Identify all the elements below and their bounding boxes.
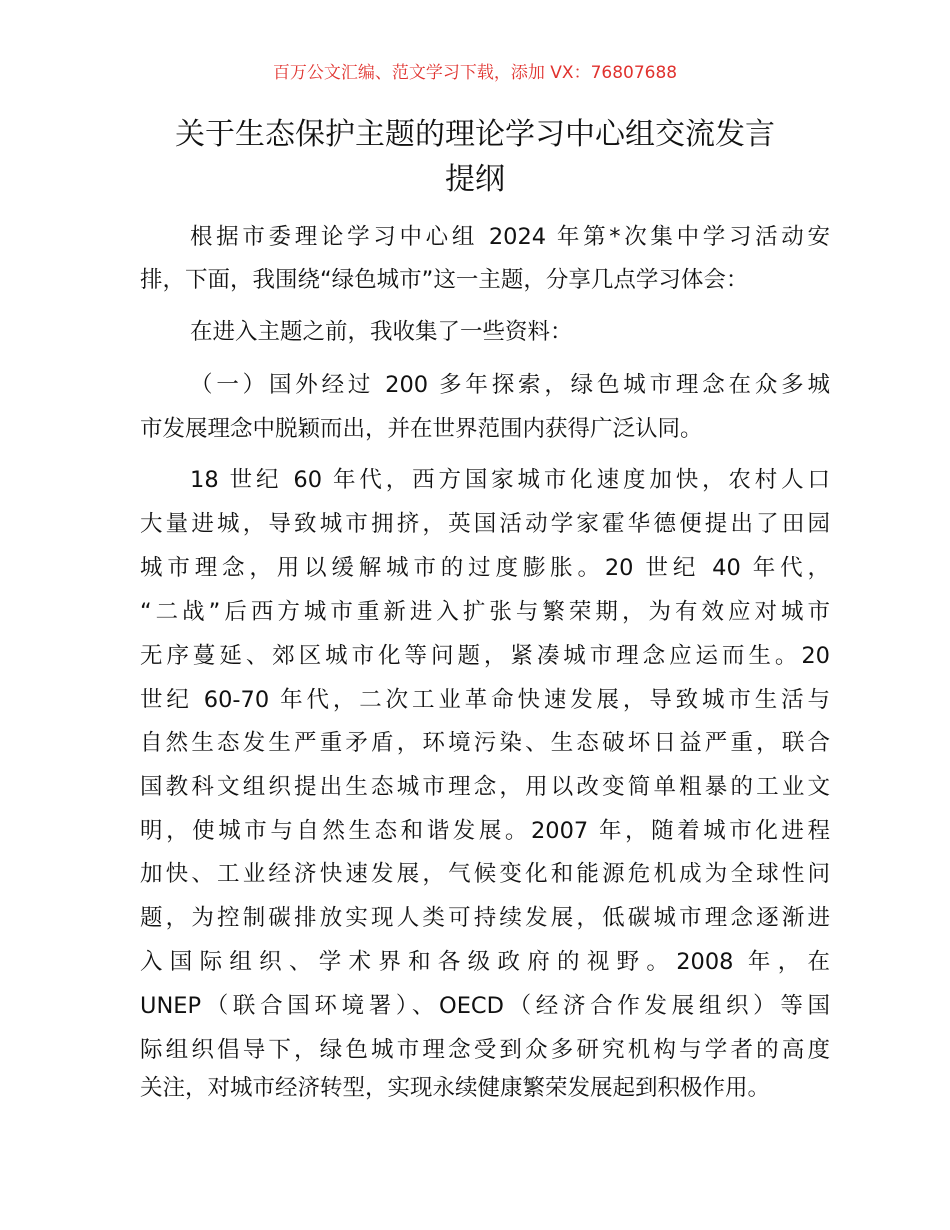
document-title: 关于生态保护主题的理论学习中心组交流发言	[175, 117, 775, 152]
paragraph-4-line: 城市理念，用以缓解城市的过度膨胀。20 世纪 40 年代，	[140, 555, 830, 581]
paragraph-4-line: 自然生态发生严重矛盾，环境污染、生态破坏日益严重，联合	[140, 730, 830, 756]
paragraph-4-line: 加快、工业经济快速发展，气候变化和能源危机成为全球性问	[140, 861, 830, 887]
paragraph-4-line: UNEP（联合国环境署）、OECD（经济合作发展组织）等国	[140, 993, 830, 1019]
document-title-line-2: 提纲	[445, 162, 505, 197]
paragraph-4-line: 无序蔓延、郊区城市化等问题，紧凑城市理念应运而生。20	[140, 643, 830, 669]
paragraph-4-line: 关注，对城市经济转型，实现永续健康繁荣发展起到积极作用。	[140, 1075, 771, 1101]
paragraph-4-line: 世纪 60-70 年代，二次工业革命快速发展，导致城市生活与	[140, 687, 830, 713]
paragraph-4-line: “二战”后西方城市重新进入扩张与繁荣期，为有效应对城市	[140, 599, 830, 625]
paragraph-4-line: 大量进城，导致城市拥挤，英国活动学家霍华德便提出了田园	[140, 511, 830, 537]
paragraph-1-line: 根据市委理论学习中心组 2024 年第*次集中学习活动安	[190, 224, 830, 250]
watermark-header: 百万公文汇编、范文学习下载，添加 VX：76807688	[272, 63, 678, 83]
paragraph-1-line: 排，下面，我围绕“绿色城市”这一主题，分享几点学习体会：	[140, 267, 749, 293]
paragraph-3-line: （一）国外经过 200 多年探索，绿色城市理念在众多城	[190, 372, 830, 398]
paragraph-4-line: 国教科文组织提出生态城市理念，用以改变简单粗暴的工业文	[140, 774, 830, 800]
paragraph-4-line: 际组织倡导下，绿色城市理念受到众多研究机构与学者的高度	[140, 1037, 830, 1063]
paragraph-4-line: 入国际组织、学术界和各级政府的视野。2008 年，在	[140, 949, 830, 975]
paragraph-4-line: 明，使城市与自然生态和谐发展。2007 年，随着城市化进程	[140, 818, 830, 844]
paragraph-3-line: 市发展理念中脱颖而出，并在世界范围内获得广泛认同。	[140, 416, 703, 442]
paragraph-2-line: 在进入主题之前，我收集了一些资料：	[190, 319, 573, 345]
paragraph-4-line: 题，为控制碳排放实现人类可持续发展，低碳城市理念逐渐进	[140, 905, 830, 931]
paragraph-4-line: 18 世纪 60 年代，西方国家城市化速度加快，农村人口	[190, 467, 830, 493]
